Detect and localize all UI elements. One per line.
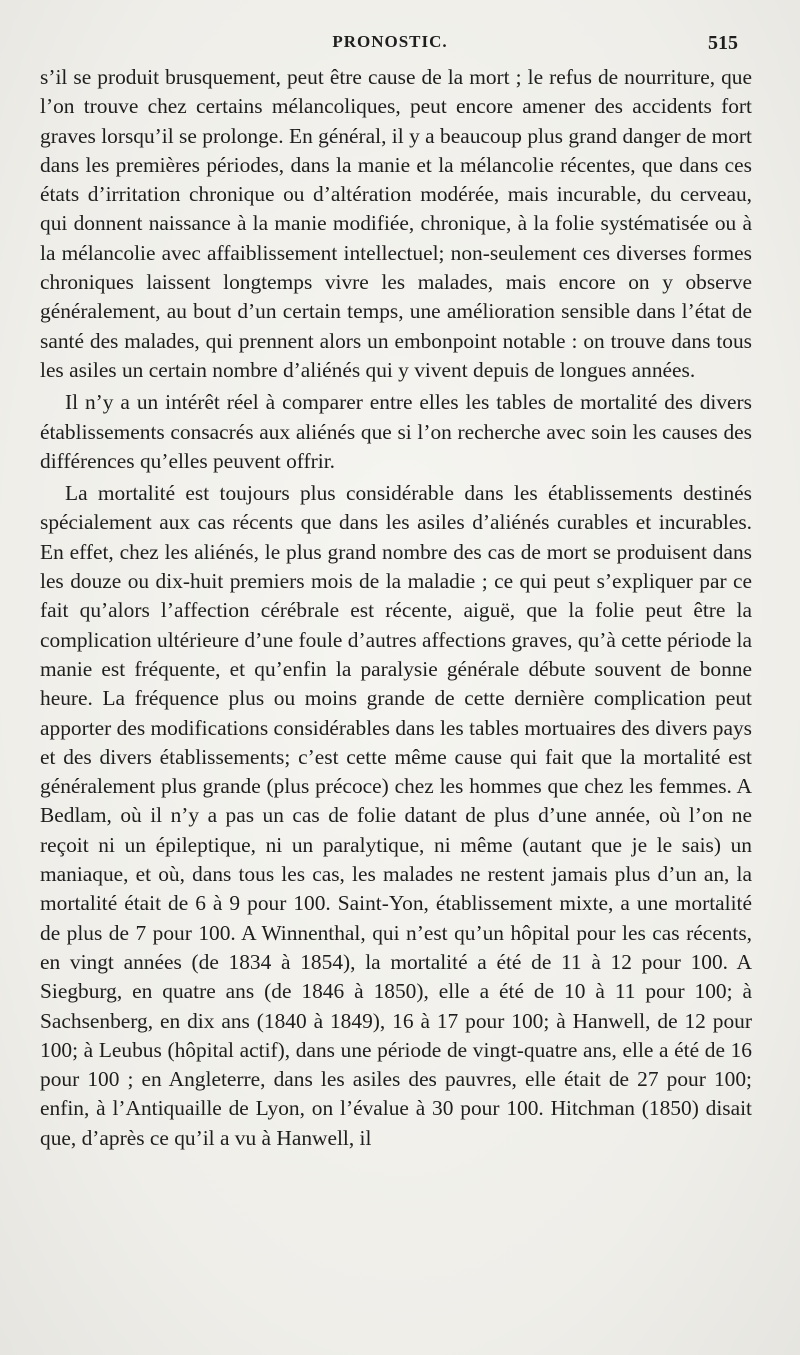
page-number: 515 bbox=[708, 32, 738, 54]
body-text bbox=[40, 63, 752, 1153]
running-title: PRONOSTIC. bbox=[332, 32, 448, 51]
paragraph-continuation: s’il se produit brusquement, peut être cause de la mort ; le refus de nourriture, que l’on trouve chez certains mélancoliques, peut encore amener des accidents fort graves lorsqu’il se prolonge. En général, il y a beaucoup plus grand danger de mort dans les premières périodes, dans la manie et la mélancolie récentes, que dans ces états d’irritation chronique ou d’altération modérée, mais incurable, du cerveau, qui donnent naissance à la manie modifiée, chronique, à la folie systématisée ou à la mélancolie avec affaiblissement intellectuel; non-seulement ces diverses formes chroniques laissent longtemps vivre les malades, mais encore on y observe généralement, au bout d’un certain temps, une amélioration sensible dans l’état de santé des malades, qui prennent alors un embonpoint notable : on trouve dans tous les asiles un certain nombre d’aliénés qui y vivent depuis de longues années. bbox=[40, 65, 752, 382]
paragraph-mortality-tables: Il n’y a un intérêt réel à comparer entre elles les tables de mortalité des divers établissements consacrés aux aliénés que si l’on recherche avec soin les causes des différences qu’elles peuvent offrir. bbox=[40, 390, 752, 473]
page-header bbox=[40, 32, 740, 60]
paragraph-mortality-statistics: La mortalité est toujours plus considérable dans les établissements destinés spécialement aux cas récents que dans les asiles d’aliénés curables et incurables. En effet, chez les aliénés, le plus grand nombre des cas de mort se produisent dans les douze ou dix-huit premiers mois de la maladie ; ce qui peut s’expliquer par ce fait qu’alors l’affection cérébrale est récente, aiguë, que la folie peut être la complication ultérieure d’une foule d’autres affections graves, qu’à cette période la manie est fréquente, et qu’enfin la paralysie générale débute souvent de bonne heure. La fréquence plus ou moins grande de cette dernière complication peut apporter des modifications considérables dans les tables mortuaires des divers pays et des divers établissements; c’est cette même cause qui fait que la mortalité est généralement plus grande (plus précoce) chez les hommes que chez les femmes. A Bedlam, où il n’y a pas un cas de folie datant de plus d’une année, où l’on ne reçoit ni un épileptique, ni un paralytique, ni même (autant que je le sais) un maniaque, et où, dans tous les cas, les malades ne restent jamais plus d’un an, la mortalité était de 6 à 9 pour 100. Saint-Yon, établissement mixte, a une mortalité de plus de 7 pour 100. A Winnenthal, qui n’est qu’un hôpital pour les cas récents, en vingt années (de 1834 à 1854), la mortalité a été de 11 à 12 pour 100. A Siegburg, en quatre ans (de 1846 à 1850), elle a été de 10 à 11 pour 100; à Sachsenberg, en dix ans (1840 à 1849), 16 à 17 pour 100; à Hanwell, de 12 pour 100; à Leubus (hôpital actif), dans une période de vingt-quatre ans, elle a été de 16 pour 100 ; en Angleterre, dans les asiles des pauvres, elle était de 27 pour 100; enfin, à l’Antiquaille de Lyon, on l’évalue à 30 pour 100. Hitchman (1850) disait que, d’après ce qu’il a vu à Hanwell, il bbox=[40, 481, 752, 1150]
